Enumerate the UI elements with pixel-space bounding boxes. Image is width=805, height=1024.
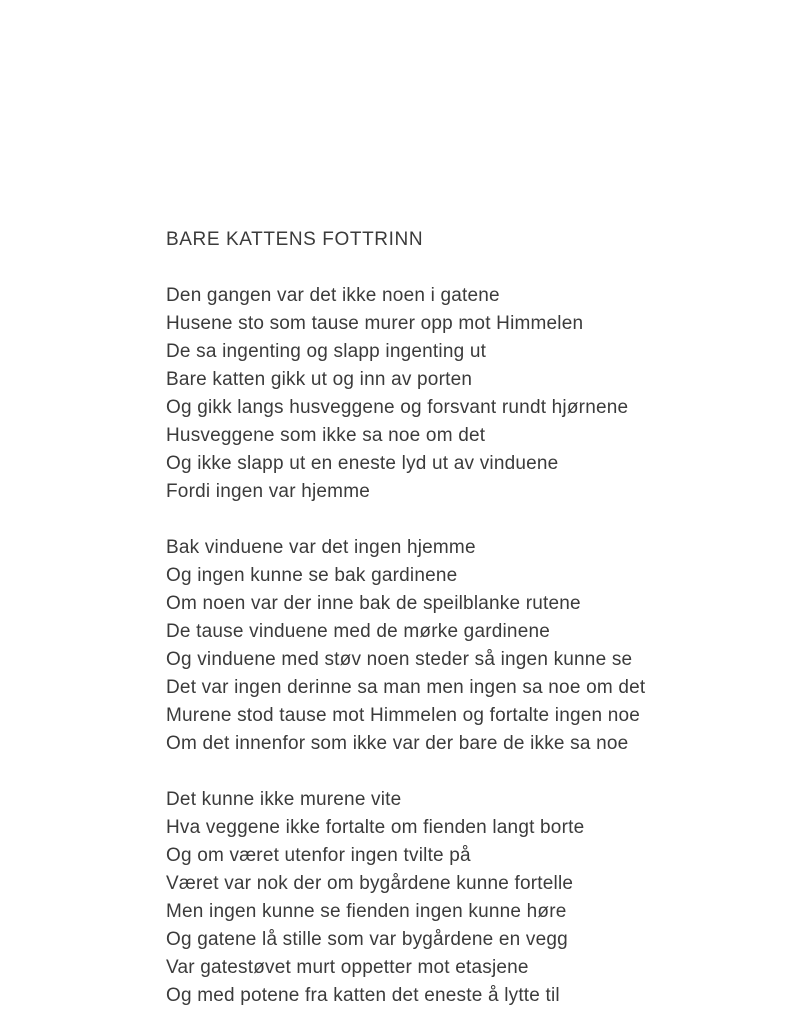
poem-line: Og gikk langs husveggene og forsvant rundt hjørnene — [166, 397, 629, 418]
poem-line: Husene sto som tause murer opp mot Himmelen — [166, 313, 584, 334]
poem-line: Og med potene fra katten det eneste å lytte til — [166, 985, 560, 1006]
poem-line: De tause vinduene med de mørke gardinene — [166, 621, 551, 642]
poem-line: Og vinduene med støv noen steder så ingen kunne se — [166, 649, 633, 670]
poem-line: Det kunne ikke murene vite — [166, 789, 402, 810]
poem-line: Hva veggene ikke fortalte om fienden langt borte — [166, 817, 585, 838]
poem-line: Det var ingen derinne sa man men ingen sa noe om det — [166, 677, 646, 698]
poem-line: Om noen var der inne bak de speilblanke rutene — [166, 593, 581, 614]
poem-line: Var gatestøvet murt oppetter mot etasjene — [166, 957, 529, 978]
poem-line: Og ingen kunne se bak gardinene — [166, 565, 458, 586]
poem-line: Været var nok der om bygårdene kunne fortelle — [166, 873, 574, 894]
poem-line: Og ikke slapp ut en eneste lyd ut av vinduene — [166, 453, 559, 474]
poem-line: Om det innenfor som ikke var der bare de ikke sa noe — [166, 733, 629, 754]
poem-line: Bak vinduene var det ingen hjemme — [166, 537, 476, 558]
poem-line: Husveggene som ikke sa noe om det — [166, 425, 486, 446]
poem-line: Fordi ingen var hjemme — [166, 481, 370, 502]
poem-title: BARE KATTENS FOTTRINN — [166, 229, 424, 250]
poem-line: Bare katten gikk ut og inn av porten — [166, 369, 473, 390]
poem-line: Og gatene lå stille som var bygårdene en vegg — [166, 929, 568, 950]
poem-line: De sa ingenting og slapp ingenting ut — [166, 341, 487, 362]
stanza-2 — [166, 534, 765, 758]
poem-line: Den gangen var det ikke noen i gatene — [166, 285, 500, 306]
stanza-1 — [166, 282, 765, 506]
poem-line: Men ingen kunne se fienden ingen kunne høre — [166, 901, 567, 922]
poem-line: Og om været utenfor ingen tvilte på — [166, 845, 471, 866]
poem-line: Murene stod tause mot Himmelen og fortalte ingen noe — [166, 705, 641, 726]
stanza-3 — [166, 786, 765, 1010]
